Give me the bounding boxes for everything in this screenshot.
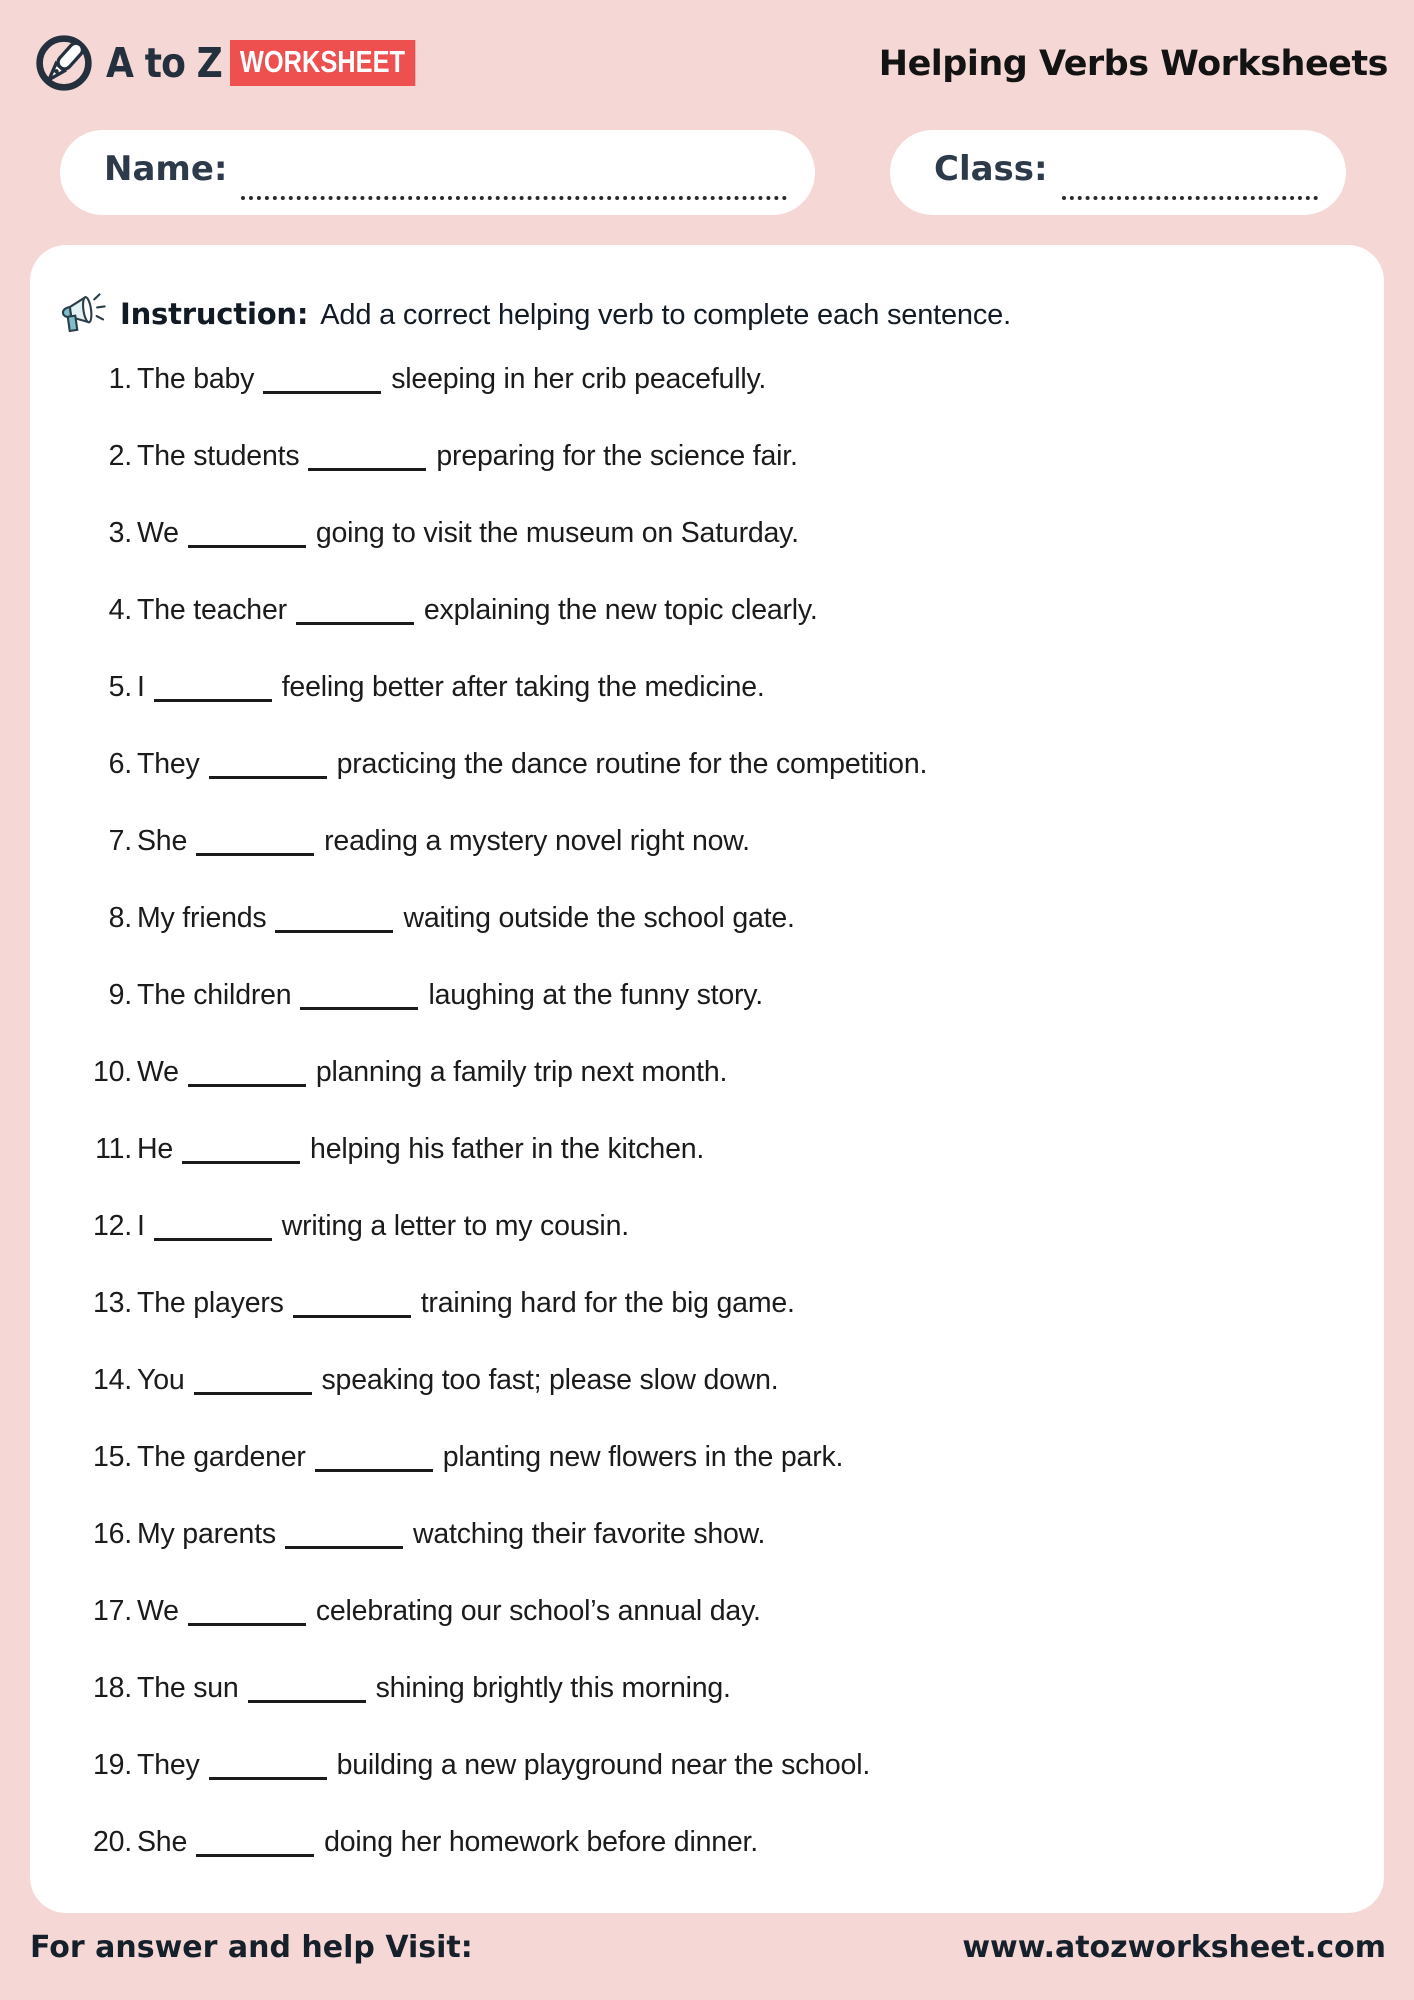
sentence-row (30, 1650, 1344, 1727)
sentence-number: 2. (108, 440, 132, 472)
name-label: Name: (104, 148, 228, 189)
sentence-after: laughing at the funny story. (428, 979, 763, 1011)
sentence-row (30, 572, 1344, 649)
sentence-row (30, 1111, 1344, 1188)
sentence-number: 18. (92, 1672, 132, 1704)
sentence-after: feeling better after taking the medicine. (281, 671, 765, 703)
sentence-row (30, 957, 1344, 1034)
answer-blank (315, 1439, 433, 1472)
sentence-after: sleeping in her crib peacefully. (391, 363, 767, 395)
sentence-before: He (137, 1133, 174, 1165)
sentence-after: celebrating our school’s annual day. (315, 1595, 761, 1627)
sentence-before: The students (137, 440, 300, 472)
sentence-after: explaining the new topic clearly. (423, 594, 818, 626)
instruction-text (120, 297, 1011, 332)
class-fill-line (1062, 158, 1318, 200)
sentence-number: 4. (108, 594, 132, 626)
sentence-number: 14. (92, 1364, 132, 1396)
class-field (890, 130, 1346, 215)
sentence-number: 13. (92, 1287, 132, 1319)
footer-website-link[interactable]: www.atozworksheet.com (962, 1930, 1386, 1965)
answer-blank (196, 1824, 314, 1857)
sentence-number: 7. (108, 825, 132, 857)
sentence-number: 19. (92, 1749, 132, 1781)
sentence-row (30, 1727, 1344, 1804)
sentence-after: shining brightly this morning. (375, 1672, 731, 1704)
sentence-before: My parents (137, 1518, 276, 1550)
instruction-row (54, 287, 1344, 341)
sentence-after: planting new flowers in the park. (442, 1441, 844, 1473)
answer-blank (263, 361, 381, 394)
sentence-number: 17. (92, 1595, 132, 1627)
answer-blank (275, 900, 393, 933)
pen-logo-icon (34, 33, 94, 93)
sentence-before: We (137, 517, 179, 549)
sentence-after: doing her homework before dinner. (324, 1826, 758, 1858)
sentence-before: The players (137, 1287, 284, 1319)
sentence-row (30, 1188, 1344, 1265)
sentence-row (30, 1265, 1344, 1342)
sentence-before: The gardener (137, 1441, 306, 1473)
answer-blank (209, 1747, 327, 1780)
sentence-after: helping his father in the kitchen. (310, 1133, 705, 1165)
sentence-before: We (137, 1056, 179, 1088)
answer-blank (188, 515, 306, 548)
sentence-row (30, 1804, 1344, 1881)
sentence-after: training hard for the big game. (420, 1287, 795, 1319)
sentence-before: They (137, 748, 200, 780)
answer-blank (248, 1670, 366, 1703)
sentence-number: 1. (108, 363, 132, 395)
sentence-before: She (137, 825, 188, 857)
sentence-row (30, 495, 1344, 572)
sentence-after: reading a mystery novel right now. (324, 825, 750, 857)
sentence-after: speaking too fast; please slow down. (321, 1364, 779, 1396)
sentence-before: They (137, 1749, 200, 1781)
name-field (60, 130, 815, 215)
sentence-row (30, 1496, 1344, 1573)
sentence-row (30, 418, 1344, 495)
name-fill-line (241, 158, 787, 200)
answer-blank (293, 1285, 411, 1318)
sentence-number: 12. (92, 1210, 132, 1242)
answer-blank (154, 1208, 272, 1241)
worksheet-card (30, 245, 1384, 1913)
answer-blank (182, 1131, 300, 1164)
sentence-row (30, 1342, 1344, 1419)
sentence-after: planning a family trip next month. (315, 1056, 728, 1088)
class-label: Class: (934, 148, 1048, 189)
sentence-number: 8. (108, 902, 132, 934)
instruction-label: Instruction: (120, 296, 309, 331)
sentence-before: I (137, 671, 145, 703)
sentence-after: preparing for the science fair. (436, 440, 798, 472)
sentence-number: 6. (108, 748, 132, 780)
answer-blank (308, 438, 426, 471)
sentence-after: practicing the dance routine for the competition. (336, 748, 928, 780)
sentence-before: You (137, 1364, 185, 1396)
answer-blank (194, 1362, 312, 1395)
answer-blank (285, 1516, 403, 1549)
sentence-number: 16. (92, 1518, 132, 1550)
footer-help-text: For answer and help Visit: (30, 1930, 473, 1965)
sentence-row (30, 649, 1344, 726)
page-title: Helping Verbs Worksheets (878, 44, 1388, 84)
megaphone-icon (54, 287, 108, 341)
sentence-number: 3. (108, 517, 132, 549)
brand-logo-group (34, 33, 455, 93)
brand-badge: WORKSHEET (230, 40, 415, 86)
sentence-row (30, 880, 1344, 957)
sentence-before: The baby (137, 363, 255, 395)
sentence-after: waiting outside the school gate. (403, 902, 795, 934)
sentence-after: writing a letter to my cousin. (281, 1210, 629, 1242)
sentence-after: watching their favorite show. (412, 1518, 766, 1550)
sentence-before: The children (137, 979, 292, 1011)
sentence-row (30, 341, 1344, 418)
sentence-row (30, 1034, 1344, 1111)
footer (30, 1930, 1386, 1965)
answer-blank (188, 1593, 306, 1626)
brand-name: A to Z (106, 39, 222, 87)
sentence-row (30, 1419, 1344, 1496)
sentence-before: We (137, 1595, 179, 1627)
answer-blank (154, 669, 272, 702)
sentence-before: I (137, 1210, 145, 1242)
sentence-number: 15. (92, 1441, 132, 1473)
sentence-before: The sun (137, 1672, 239, 1704)
instruction-body: Add a correct helping verb to complete each sentence. (320, 298, 1011, 331)
sentence-number: 11. (95, 1133, 132, 1165)
sentence-after: building a new playground near the school. (336, 1749, 871, 1781)
sentence-before: The teacher (137, 594, 287, 626)
sentence-number: 10. (92, 1056, 132, 1088)
sentence-row (30, 1573, 1344, 1650)
sentence-row (30, 803, 1344, 880)
sentence-list (30, 341, 1344, 1881)
sentence-before: She (137, 1826, 188, 1858)
sentence-after: going to visit the museum on Saturday. (315, 517, 799, 549)
sentence-number: 20. (92, 1826, 132, 1858)
answer-blank (296, 592, 414, 625)
answer-blank (300, 977, 418, 1010)
sentence-row (30, 726, 1344, 803)
sentence-before: My friends (137, 902, 267, 934)
answer-blank (188, 1054, 306, 1087)
answer-blank (196, 823, 314, 856)
answer-blank (209, 746, 327, 779)
sentence-number: 9. (108, 979, 132, 1011)
sentence-number: 5. (108, 671, 132, 703)
